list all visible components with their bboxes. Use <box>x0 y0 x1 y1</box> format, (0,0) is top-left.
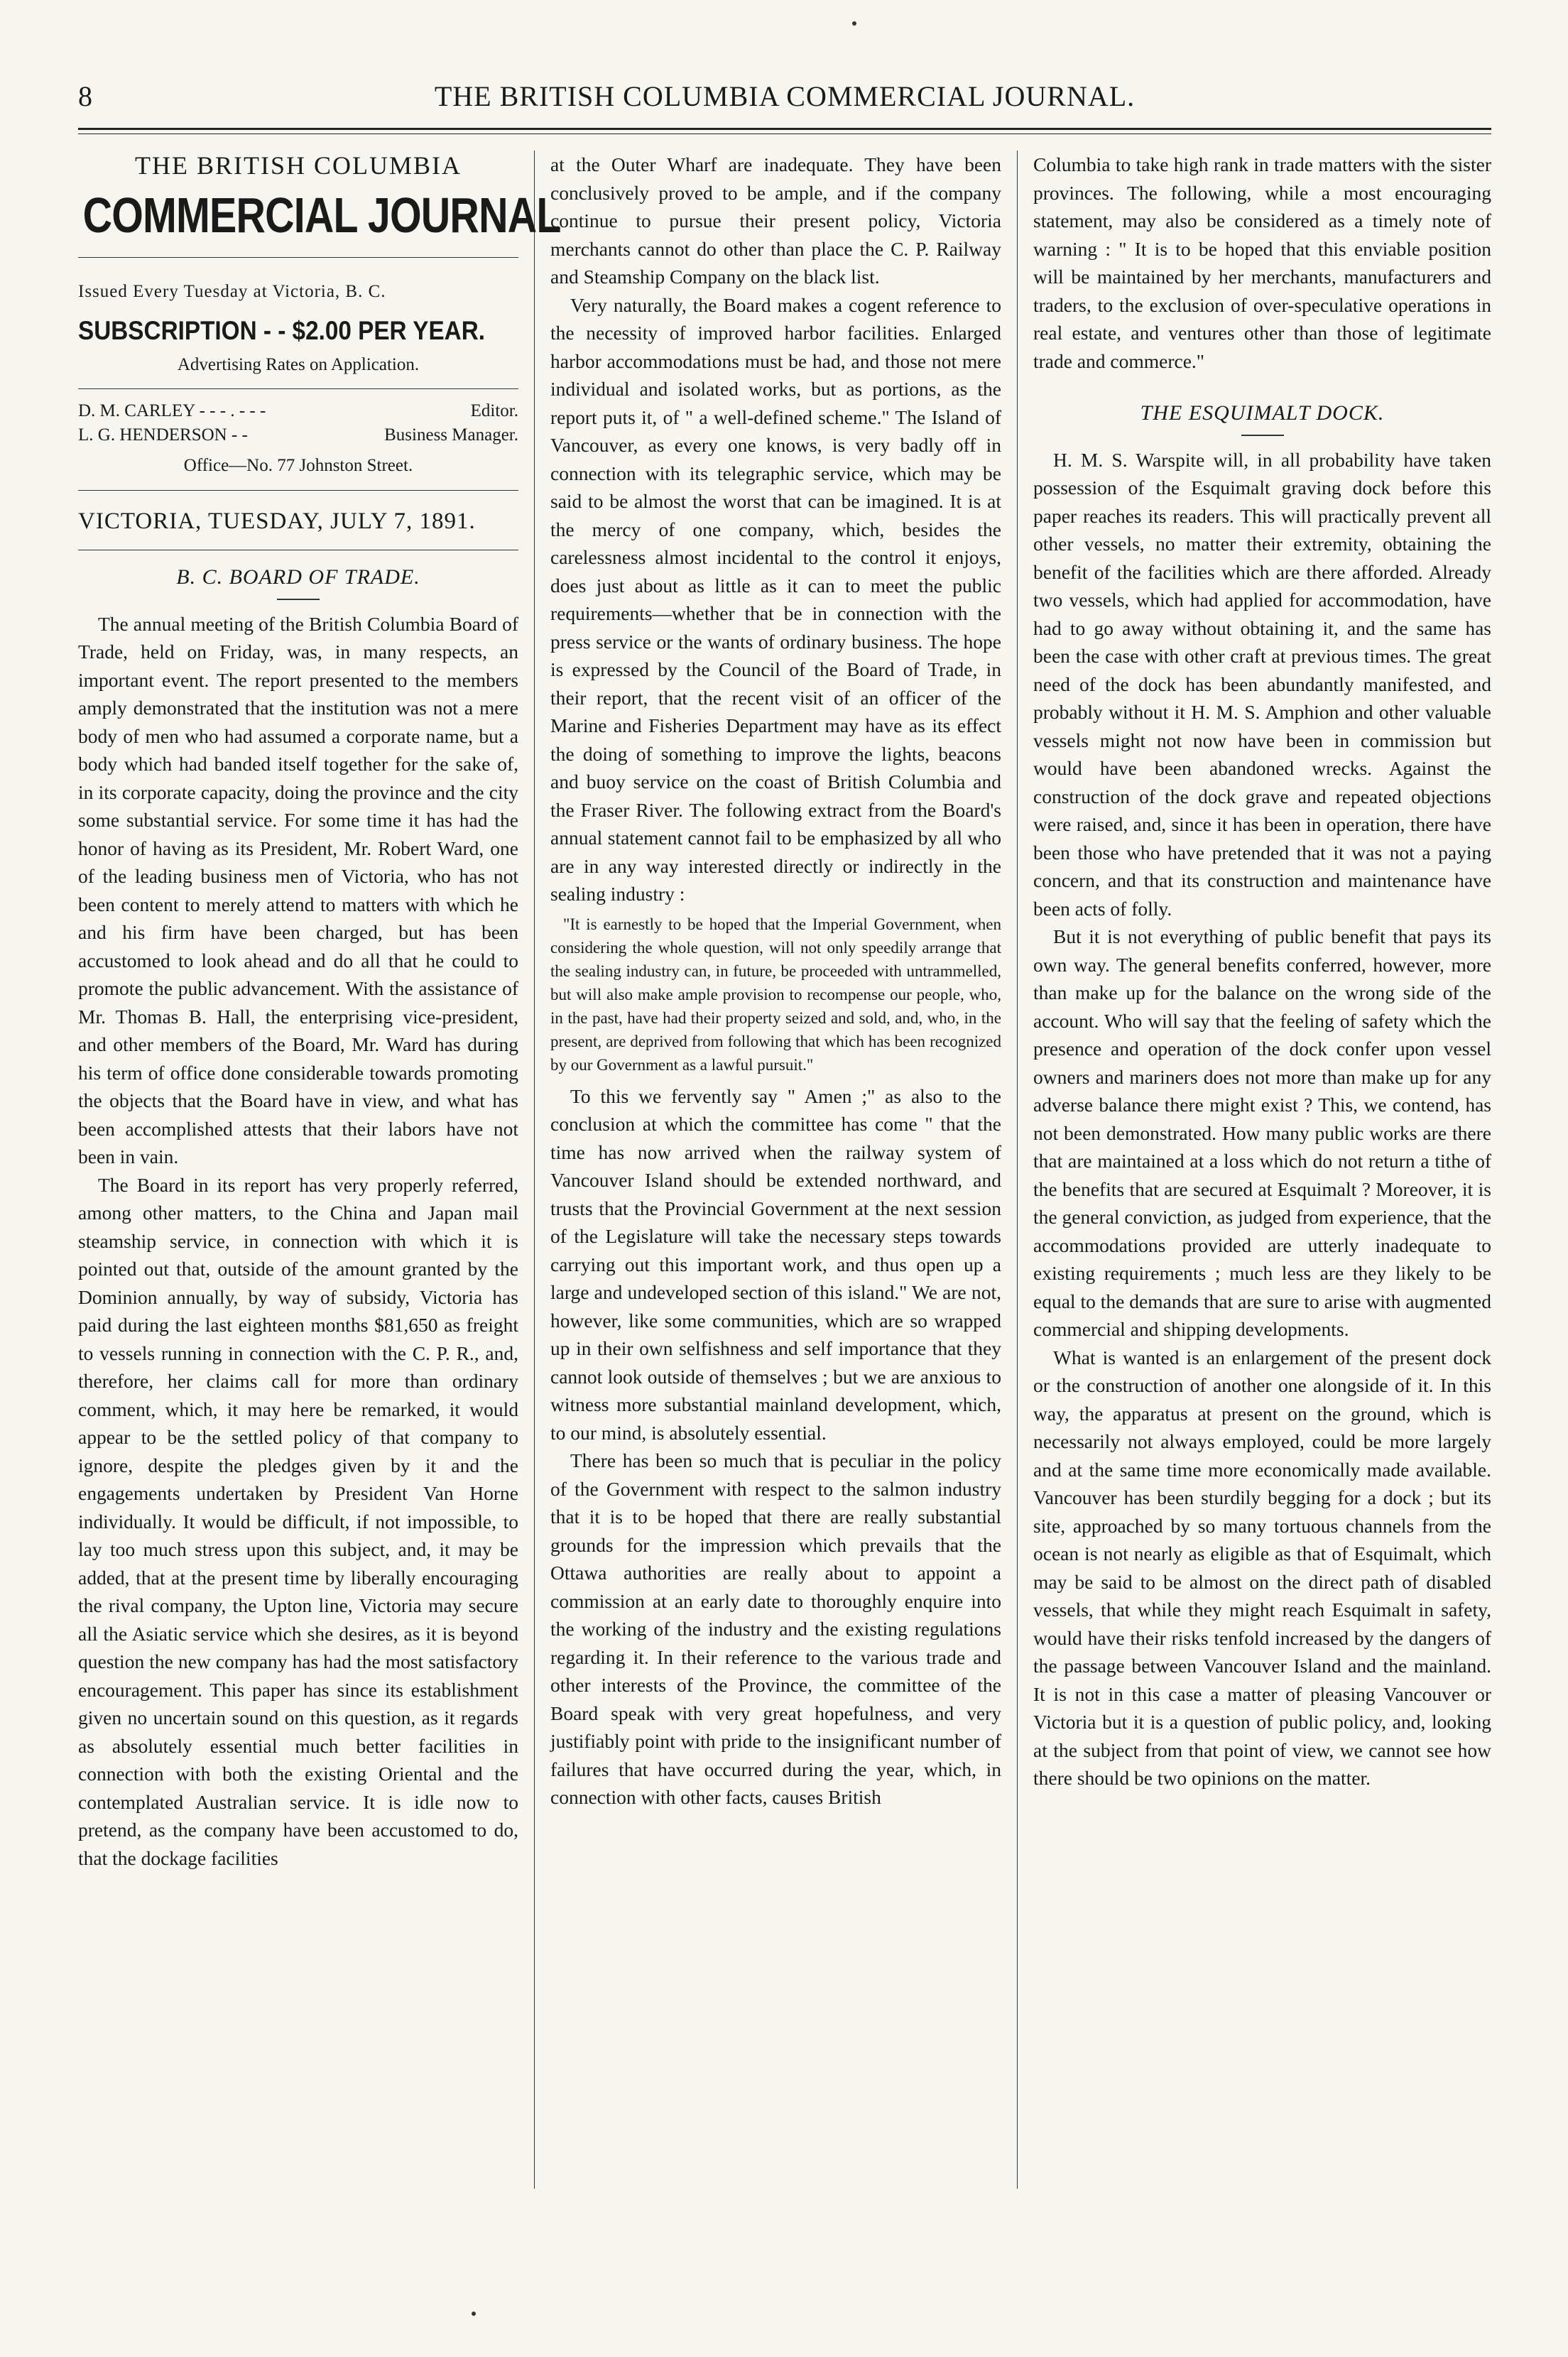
dateline: VICTORIA, TUESDAY, JULY 7, 1891. <box>78 508 476 534</box>
divider <box>78 388 518 389</box>
manager-name: L. G. HENDERSON - - <box>78 425 248 445</box>
article-title-board-of-trade: B. C. BOARD OF TRADE. <box>176 565 420 589</box>
article-paragraph: There has been so much that is peculiar in the policy of the Government with respect to the salmon industry that it is to be hoped that there are really substantial grounds for the impression which prevails that the Ottawa authorities are really about to appoint a commission at an early date to thoroughly enquire into the working of the industry and the existing regulations regarding it. In their reference to the various trade and other interests of the Province, the committee of the Board speak with very great hopefulness, and very justifiably point with pride to the insignificant number of failures that have occurred during the year, which, in connection with other facts, causes British <box>550 1449 1001 1808</box>
divider <box>78 490 518 491</box>
article-paragraph: H. M. S. Warspite will, in all probability have taken possession of the Esquimalt graving dock before this paper reaches its readers. This will practically prevent all other vessels, no matter their extremity, obtaining the benefit of the facilities which are there afforded. Already two vessels, which had applied for accommodation, have had to go away without obtaining it, and the same has been the case with other craft at previous times. The great need of the dock has been abundantly manifested, and probably without it H. M. S. Amphion and other valuable vessels might not now have been in commission but would have been abandoned wrecks. Against the construction of the dock grave and repeated objections were raised, and, since it has been in operation, there have been those who have pretended that it was not a paying concern, and that its construction and maintenance have been acts of folly. <box>1033 448 1491 920</box>
masthead-title: COMMERCIAL JOURNAL <box>82 187 561 243</box>
advertising-line: Advertising Rates on Application. <box>177 354 420 374</box>
article-paragraph: To this we fervently say " Amen ;" as also to the conclusion at which the committee has come " that the time has now arrived when the railway system of Vancouver Island should be extended northward, and trusts that the Provincial Government at the next session of the Legislature will take the necessary steps towards carrying out this important work, and thus open up a large and undeveloped section of this island." We are not, however, like some communities, which are so wrapped up in their own selfishness and self importance that they cannot look outside of themselves ; but we are anxious to witness more substantial mainland development, which, to our mind, is absolutely essential. <box>550 1084 1001 1444</box>
column-2 <box>550 151 1001 1812</box>
article-paragraph: The Board in its report has very properly referred, among other matters, to the China and Japan mail steamship service, in connection with which it is pointed out that, outside of the amount granted by the Dominion annually, by way of subsidy, Victoria has paid during the last eighteen months $81,650 as freight to vessels running in connection with the C. P. R., and, therefore, her claims call for more than ordinary comment, which, it may here be remarked, it would appear to be the settled policy of that company to ignore, despite the pledges given by it and the engagements undertaken by President Van Horne individually. It would be difficult, if not impossible, to lay too much stress upon this subject, and, it may be added, that at the present time by liberally encouraging the rival company, the Upton line, Victoria may secure all the Asiatic service which she desires, as it is beyond question the new company has had the most satisfactory encouragement. This paper has since its establishment given no uncertain sound on this question, as it regards as absolutely essential much better facilities in connection with both the existing Oriental and the contemplated Australian service. It is idle now to pretend, as the company have been accustomed to do, that the dockage facilities <box>78 1173 518 1869</box>
column-1 <box>78 151 561 1872</box>
article-paragraph: Columbia to take high rank in trade matters with the sister provinces. The following, while a most encouraging statement, may also be considered as a timely note of warning : " It is to be hoped that this enviable position will be maintained by her merchants, manufacturers and traders, to the exclusion of over-speculative operations in real estate, and ventures other than those of legitimate trade and commerce." <box>1033 153 1491 372</box>
article-paragraph: What is wanted is an enlargement of the present dock or the construction of another one alongside of it. In this way, the apparatus at present on the ground, which is necessarily not always employed, could be more largely and at the same time more economically made available. Vancouver has been sturdily begging for a dock ; but its site, approached by so many tortuous channels from the ocean is not nearly as eligible as that of Esquimalt, which may be said to be almost on the direct path of disabled vessels, that while they might reach Esquimalt in safety, would have their risks tenfold increased by the dangers of the passage between Vancouver Island and the mainland. It is not in this case a matter of pleasing Vancouver or Victoria but it is a question of public policy, and, looking at the subject from that point of view, we cannot see how there should be two opinions on the matter. <box>1033 1346 1491 1789</box>
article-title-esquimalt: THE ESQUIMALT DOCK. <box>1140 401 1385 425</box>
manager-line <box>78 423 518 447</box>
header-rule <box>78 128 1491 130</box>
column-divider <box>1017 151 1018 2189</box>
masthead-title-top: THE BRITISH COLUMBIA <box>135 151 462 180</box>
page-number: 8 <box>78 80 92 112</box>
subscription-line: SUBSCRIPTION - - $2.00 PER YEAR. <box>78 316 486 345</box>
article-paragraph: But it is not everything of public benefit that pays its own way. The general benefits conferred, however, more than make up for the balance on the wrong side of the account. Who will say that the feeling of safety which the presence and operation of the dock confer upon vessel owners and mariners does not more than make up for any adverse balance there might exist ? This, we contend, has not been demonstrated. How many public works are there that are maintained at a loss which do not return a tithe of the benefits that are secured at Esquimalt ? Moreover, it is the general conviction, as judged from experience, that the accommodations provided are utterly inadequate to existing requirements ; much less are they likely to be equal to the demands that are sure to arise with augmented commercial and shipping developments. <box>1033 925 1491 1340</box>
office-line: Office—No. 77 Johnston Street. <box>183 456 413 475</box>
title-rule <box>277 599 320 600</box>
sealing-quote: "It is earnestly to be hoped that the Imperial Government, when considering the whole question, will not only speedily arrange that the sealing industry can, in future, be proceeded with untrammelled, but will also make ample provision to recompense our people, who, in the past, have had their property seized and sold, and, who, in the present, are deprived from following that which has been recognized by our Government as a lawful pursuit." <box>550 915 1001 1074</box>
manager-role: Business Manager. <box>384 425 518 445</box>
article-paragraph: Very naturally, the Board makes a cogent reference to the necessity of improved harbor facilities. Enlarged harbor accommodations must be had, and those not mere individual and isolated works, but as portions, as the report puts it, of " a well-defined scheme." The Island of Vancouver, as every one knows, is very badly off in connection with its telegraphic service, which may be said to be almost the worst that can be imagined. It is at the mercy of one company, which, besides the carelessness almost incidental to the control it enjoys, does just about as little as it can to meet the public requirements—whether that be in connection with the press service or the wants of ordinary business. The hope is expressed by the Council of the Board of Trade, in their report, that the recent visit of an officer of the Marine and Fisheries Department may have as its effect the doing of something to improve the lights, beacons and buoy service on the coast of British Columbia and the Fraser River. The following extract from the Board's annual statement cannot fail to be emphasized by all who are in any way interested directly or indirectly in the sealing industry : <box>550 293 1001 905</box>
editor-role: Editor. <box>470 401 518 420</box>
title-rule <box>1241 435 1284 436</box>
page-header <box>78 80 1491 129</box>
running-head: THE BRITISH COLUMBIA COMMERCIAL JOURNAL. <box>434 80 1136 112</box>
print-speck <box>472 2312 476 2316</box>
editor-name: D. M. CARLEY - - - . - - - <box>78 401 266 420</box>
column-3 <box>1033 151 1491 1792</box>
editor-line <box>78 399 518 423</box>
article-paragraph: The annual meeting of the British Columbia Board of Trade, held on Friday, was, in many respects, an important event. The report presented to the members amply demonstrated that the institution was not a mere body of men who had assumed a corporate name, but a body which had banded itself together for the sake of, in its corporate capacity, doing the province and the city some substantial service. For some time it has had the honor of having as its President, Mr. Robert Ward, one of the leading business men of Victoria, who has not been content to merely attend to matters with which he and his firm have been charged, but has been accustomed to look ahead and do all that he could to promote the public advancement. With the assistance of Mr. Thomas B. Hall, the enterprising vice-president, and other members of the Board, Mr. Ward has during his term of office done considerable towards promoting the objects that the Board have in view, and what has been accomplished attests that their labors have not been in vain. <box>78 612 518 1167</box>
issued-line: Issued Every Tuesday at Victoria, B. C. <box>78 281 386 301</box>
column-divider <box>534 151 535 2189</box>
print-speck <box>852 21 856 26</box>
article-paragraph: at the Outer Wharf are inadequate. They have been conclusively proved to be ample, and if the company continue to pursue their present policy, Victoria merchants cannot do other than place the C. P. Railway and Steamship Company on the black list. <box>550 153 1001 288</box>
divider <box>78 257 518 258</box>
